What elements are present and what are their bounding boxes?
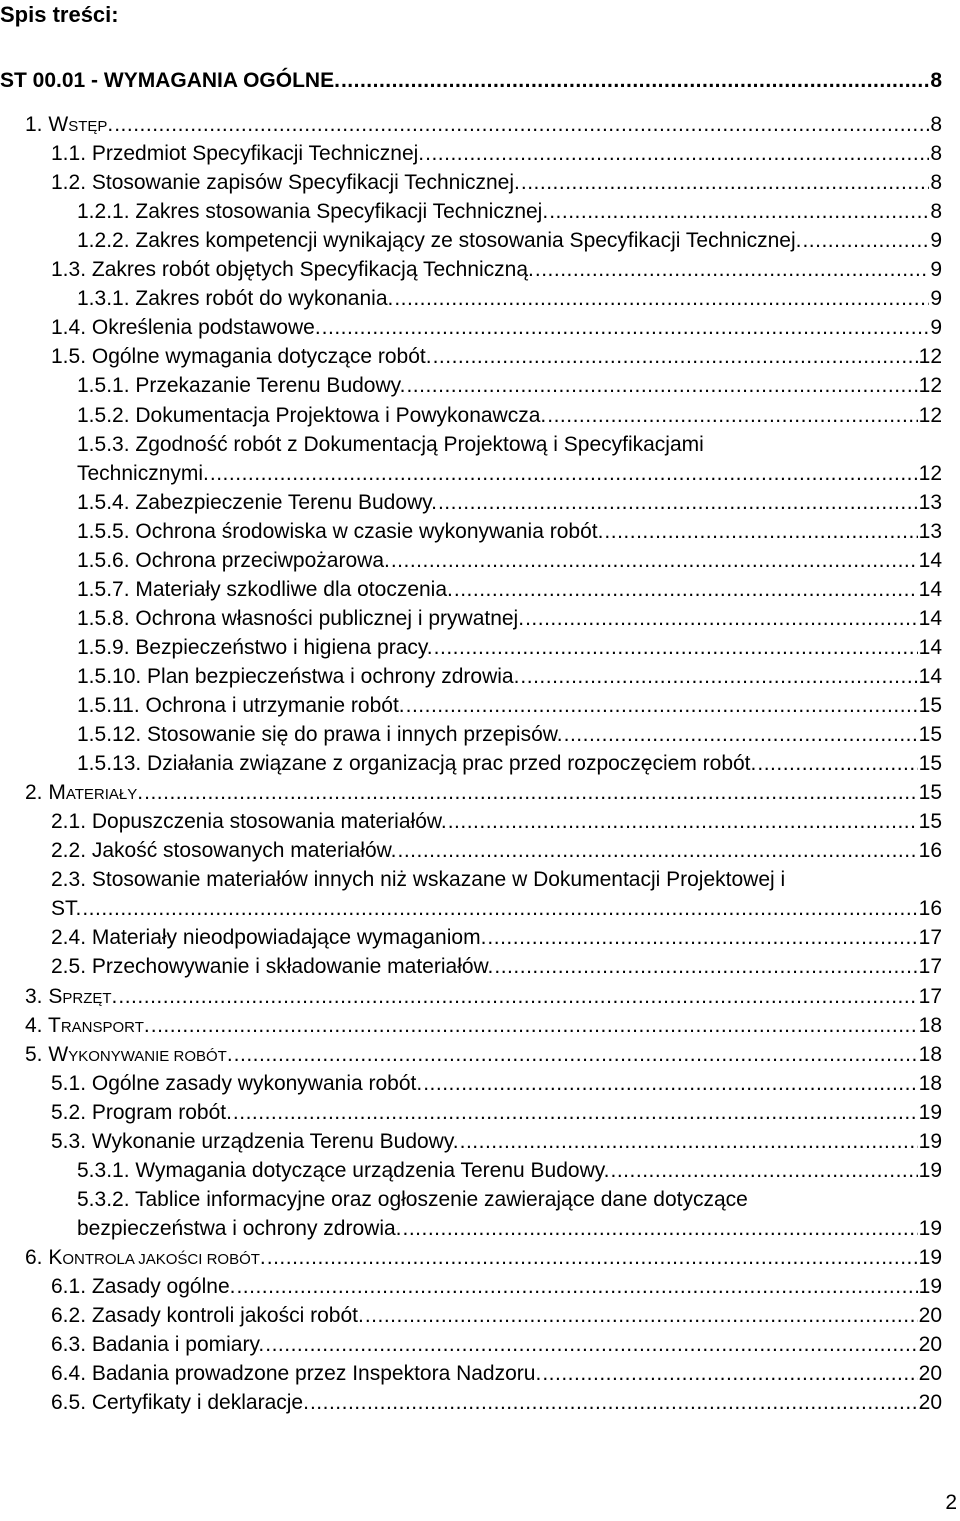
toc-dot-leader	[425, 139, 929, 168]
toc-entry-label: 6.2. Zasady kontroli jakości robót.	[51, 1304, 364, 1328]
toc-entry[interactable]	[51, 139, 942, 168]
toc-entry-page: 14	[918, 548, 942, 572]
toc-dot-leader	[236, 1272, 917, 1301]
toc-entry-page: 15	[918, 723, 942, 747]
toc-entry-page: 15	[918, 694, 942, 717]
toc-entry[interactable]	[51, 342, 942, 371]
toc-entry-label: 1.5.13. Działania związane z organizacją prac przed rozpoczęciem robót.	[77, 752, 757, 776]
toc-entry-page: 18	[918, 1013, 942, 1037]
toc-entry-page: 14	[918, 635, 942, 659]
toc-entry-label-line: 2.3. Stosowanie materiałów innych niż wskazane w Dokumentacji Projektowej i	[51, 868, 786, 892]
toc-entry-label: 2.2. Jakość stosowanych materiałów.	[51, 839, 397, 863]
toc-entry[interactable]	[77, 401, 942, 430]
toc-section-title: ONTROLA JAKOŚCI ROBÓT	[62, 1250, 260, 1268]
toc-entry-label: 6.3. Badania i pomiary.	[51, 1333, 265, 1357]
toc-entry-label: 1.5.10. Plan bezpieczeństwa i ochrony zdrowia.	[77, 664, 520, 688]
toc-entry[interactable]	[51, 313, 942, 342]
toc-entry-page: 8	[930, 200, 942, 224]
toc-entry-page: 20	[918, 1391, 942, 1415]
toc-entry[interactable]	[51, 952, 942, 981]
toc-dot-leader	[549, 197, 929, 226]
toc-dot-leader	[434, 633, 918, 662]
toc-entry-label: 5.2. Program robót.	[51, 1100, 232, 1124]
toc-entry[interactable]	[77, 1156, 942, 1185]
toc-dot-leader	[267, 1243, 918, 1272]
toc-dot-leader	[406, 691, 918, 720]
toc-entry-page: 19	[918, 1245, 942, 1269]
toc-entry-page: 8	[930, 113, 942, 136]
toc-dot-leader	[265, 1330, 917, 1359]
toc-entry-label	[25, 982, 117, 1013]
toc-section-initial: K	[48, 1245, 63, 1269]
toc-entry-page: 8	[930, 171, 942, 195]
toc-section-title: YKONYWANIE ROBÓT	[68, 1047, 227, 1065]
toc-entry-page: 14	[918, 606, 942, 630]
toc-entry-label: 1.5.1. Przekazanie Terenu Budowy.	[77, 374, 406, 398]
toc-entry-label: 2.1. Dopuszczenia stosowania materiałów.	[51, 810, 447, 834]
toc-entry-page: 15	[918, 781, 942, 805]
toc-section-end: .	[107, 113, 114, 136]
toc-entry[interactable]	[77, 720, 942, 749]
toc-entry[interactable]	[51, 1272, 942, 1301]
toc-entry-label	[25, 1040, 233, 1071]
toc-entry-page: 12	[918, 461, 942, 485]
toc-dot-leader	[564, 720, 918, 749]
toc-entry[interactable]	[25, 1243, 942, 1272]
toc-entry-label: 5.3. Wykonanie urządzenia Terenu Budowy.	[51, 1129, 459, 1153]
toc-entry-label	[25, 1243, 266, 1274]
toc-dot-leader	[454, 575, 918, 604]
toc-entry[interactable]	[51, 1301, 942, 1330]
toc-entry-page: 20	[918, 1304, 942, 1328]
toc-entry-page: 12	[918, 374, 942, 398]
toc-entry[interactable]	[51, 894, 942, 923]
toc-dot-leader	[234, 1040, 918, 1069]
toc-entry-page: 15	[918, 810, 942, 834]
toc-entry-page: 17	[918, 984, 942, 1008]
toc-entry[interactable]	[51, 1359, 942, 1388]
toc-entry[interactable]	[77, 488, 942, 517]
toc-entry-page: 8	[930, 69, 942, 92]
toc-section-title: STĘP	[68, 118, 108, 135]
toc-entry-page: 18	[918, 1071, 942, 1095]
toc-entry[interactable]	[77, 226, 942, 255]
toc-section-end: .	[137, 781, 144, 805]
toc-entry[interactable]	[51, 168, 942, 197]
toc-entry-label: 1.5.7. Materiały szkodliwe dla otoczenia.	[77, 577, 453, 601]
toc-entry-page: 20	[918, 1333, 942, 1357]
toc-entry-label: 1.5.4. Zabezpieczenie Terenu Budowy.	[77, 490, 437, 514]
toc-dot-leader	[604, 517, 917, 546]
toc-section-number: 6.	[25, 1245, 43, 1269]
toc-entry[interactable]	[51, 1098, 942, 1127]
toc-entry[interactable]	[77, 459, 942, 488]
toc-dot-leader	[398, 836, 918, 865]
toc-entry[interactable]	[51, 1330, 942, 1359]
toc-entry[interactable]	[77, 633, 942, 662]
toc-entry-page: 20	[918, 1362, 942, 1386]
toc-entry[interactable]	[77, 691, 942, 720]
toc-entry[interactable]	[77, 604, 942, 633]
toc-dot-leader	[210, 459, 918, 488]
toc-section-end: .	[143, 1013, 150, 1037]
toc-entry[interactable]	[51, 923, 942, 952]
toc-main-entry[interactable]	[0, 66, 942, 95]
toc-entry-label	[25, 778, 143, 809]
toc-entry-label: 1.5. Ogólne wymagania dotyczące robót.	[51, 345, 432, 369]
toc-entry-label: 5.3.1. Wymagania dotyczące urządzenia Terenu Budowy.	[77, 1158, 610, 1182]
toc-entry-page: 12	[918, 403, 942, 427]
toc-heading: Spis treści:	[0, 2, 119, 27]
toc-entry[interactable]	[77, 546, 942, 575]
toc-section-initial: W	[48, 1042, 69, 1066]
toc-entry-label: 1.5.6. Ochrona przeciwpożarowa.	[77, 548, 390, 572]
toc-section-number: 4.	[25, 1013, 43, 1037]
toc-entry-page: 19	[918, 1129, 942, 1153]
toc-entry[interactable]	[77, 371, 942, 400]
toc-entry-label: 1.2. Stosowanie zapisów Specyfikacji Technicznej.	[51, 171, 520, 195]
toc-entry-label: 6.4. Badania prowadzone przez Inspektora Nadzoru.	[51, 1362, 542, 1386]
toc-dot-leader	[520, 662, 917, 691]
toc-entry-label-line: 1.5.3. Zgodność robót z Dokumentacją Projektową i Specyfikacjami	[77, 432, 704, 456]
toc-entry[interactable]	[25, 778, 942, 807]
toc-dot-leader	[757, 749, 917, 778]
toc-entry-page: 19	[918, 1158, 942, 1182]
toc-entry-label: 2.5. Przechowywanie i składowanie materiałów.	[51, 955, 494, 979]
toc-entry-label	[25, 1011, 150, 1042]
toc-entry-page: 14	[918, 664, 942, 688]
toc-dot-leader	[114, 110, 929, 139]
toc-dot-leader	[611, 1156, 918, 1185]
toc-entry-label: 6.1. Zasady ogólne.	[51, 1275, 236, 1298]
toc-section-end: .	[259, 1245, 266, 1269]
toc-entry-page: 19	[918, 1100, 942, 1124]
toc-dot-leader	[118, 982, 917, 1011]
toc-entry[interactable]	[51, 1388, 942, 1417]
toc-entry-label: 6.5. Certyfikaty i deklaracje.	[51, 1391, 309, 1415]
toc-section-title: RANSPORT	[60, 1018, 144, 1036]
toc-dot-leader	[341, 66, 929, 95]
toc-entry[interactable]	[51, 255, 942, 284]
toc-entry-label: bezpieczeństwa i ochrony zdrowia.	[77, 1216, 402, 1240]
toc-entry[interactable]	[51, 1069, 942, 1098]
toc-dot-leader	[151, 1011, 918, 1040]
toc-entry-page: 13	[918, 490, 942, 514]
toc-entry-page: 18	[918, 1042, 942, 1066]
toc-dot-leader	[365, 1301, 918, 1330]
toc-entry-page: 17	[918, 955, 942, 979]
toc-entry[interactable]	[25, 110, 942, 139]
toc-dot-leader	[82, 894, 917, 923]
toc-dot-leader	[487, 923, 917, 952]
toc-dot-leader	[542, 1359, 917, 1388]
toc-entry-page: 16	[918, 897, 942, 921]
toc-dot-leader	[438, 488, 918, 517]
toc-dot-leader	[547, 401, 917, 430]
toc-entry[interactable]	[51, 836, 942, 865]
toc-entry-page: 19	[918, 1216, 942, 1240]
toc-entry-label: 1.3. Zakres robót objętych Specyfikacją Techniczną.	[51, 258, 534, 282]
toc-dot-leader	[322, 313, 930, 342]
toc-section-title: ATERIAŁY	[65, 786, 138, 804]
toc-dot-leader	[802, 226, 929, 255]
toc-dot-leader	[394, 284, 929, 313]
toc-dot-leader	[460, 1127, 918, 1156]
toc-entry[interactable]	[51, 807, 942, 836]
toc-entry[interactable]	[77, 197, 942, 226]
toc-entry-label: 1.5.5. Ochrona środowiska w czasie wykonywania robót.	[77, 519, 604, 543]
toc-entry-label: ST.	[51, 897, 82, 921]
toc-entry[interactable]	[25, 1040, 942, 1069]
toc-entry-label: 1.1. Przedmiot Specyfikacji Technicznej.	[51, 142, 425, 166]
toc-entry[interactable]	[77, 749, 942, 778]
toc-dot-leader	[423, 1069, 917, 1098]
toc-entry-page: 19	[918, 1275, 942, 1298]
toc-dot-leader	[525, 604, 918, 633]
toc-section-number: 3.	[25, 984, 43, 1008]
toc-entry-label	[25, 110, 113, 141]
toc-entry[interactable]	[77, 662, 942, 691]
toc-entry-label: Technicznymi.	[77, 461, 209, 485]
toc-dot-leader	[448, 807, 918, 836]
toc-entry-label: 1.3.1. Zakres robót do wykonania.	[77, 287, 394, 311]
toc-entry[interactable]	[77, 1214, 942, 1243]
toc-entry[interactable]	[77, 575, 942, 604]
toc-entry[interactable]	[25, 982, 942, 1011]
toc-entry[interactable]	[77, 517, 942, 546]
toc-section-number: 1.	[25, 113, 43, 136]
toc-entry-label: 1.5.9. Bezpieczeństwo i higiena pracy.	[77, 635, 433, 659]
toc-entry-label: ST 00.01 - WYMAGANIA OGÓLNE.	[0, 69, 340, 92]
toc-entry-label: 5.1. Ogólne zasady wykonywania robót.	[51, 1071, 423, 1095]
toc-dot-leader	[144, 778, 918, 807]
toc-section-number: 2.	[25, 781, 43, 805]
toc-entry-page: 8	[930, 142, 942, 166]
toc-entry-label: 1.5.12. Stosowanie się do prawa i innych przepisów.	[77, 723, 563, 747]
toc-entry-label: 2.4. Materiały nieodpowiadające wymaganiom.	[51, 926, 487, 950]
toc-section-end: .	[226, 1042, 233, 1066]
toc-entry-label: 1.4. Określenia podstawowe.	[51, 316, 321, 340]
toc-dot-leader	[535, 255, 929, 284]
toc-entry-label-line: 5.3.2. Tablice informacyjne oraz ogłoszenie zawierające dane dotyczące	[77, 1187, 748, 1211]
toc-dot-leader	[233, 1098, 918, 1127]
toc-entry[interactable]	[77, 284, 942, 313]
toc-entry[interactable]	[25, 1011, 942, 1040]
toc-entry-label: 1.5.8. Ochrona własności publicznej i prywatnej.	[77, 606, 525, 630]
toc-entry-page: 14	[918, 577, 942, 601]
toc-section-number: 5.	[25, 1042, 43, 1066]
toc-entry-page: 9	[930, 229, 942, 253]
toc-section-end: .	[111, 984, 118, 1008]
toc-dot-leader	[521, 168, 929, 197]
toc-entry[interactable]	[51, 1127, 942, 1156]
toc-entry-page: 9	[930, 287, 942, 311]
toc-dot-leader	[494, 952, 917, 981]
toc-dot-leader	[433, 342, 918, 371]
toc-entry-label: 1.2.2. Zakres kompetencji wynikający ze stosowania Specyfikacji Technicznej.	[77, 229, 802, 253]
toc-section-initial: W	[48, 113, 69, 136]
toc-entry-page: 13	[918, 519, 942, 543]
toc-dot-leader	[403, 1214, 918, 1243]
toc-entry-label: 1.2.1. Zakres stosowania Specyfikacji Technicznej.	[77, 200, 549, 224]
toc-dot-leader	[310, 1388, 918, 1417]
toc-entry-page: 12	[918, 345, 942, 369]
toc-entry-page: 9	[930, 258, 942, 282]
toc-entry-page: 9	[930, 316, 942, 340]
toc-section-initial: S	[48, 984, 63, 1008]
toc-section-initial: M	[48, 781, 66, 805]
toc-entry-page: 15	[918, 752, 942, 776]
toc-dot-leader	[406, 371, 917, 400]
toc-entry-label: 1.5.11. Ochrona i utrzymanie robót.	[77, 694, 405, 717]
toc-section-initial: T	[47, 1013, 61, 1037]
toc-entry-label: 1.5.2. Dokumentacja Projektowa i Powykonawcza.	[77, 403, 547, 427]
toc-dot-leader	[391, 546, 918, 575]
page-number: 2	[945, 1491, 957, 1514]
toc-entry-page: 16	[918, 839, 942, 863]
toc-section-title: PRZĘT	[62, 989, 112, 1007]
toc-entry-page: 17	[918, 926, 942, 950]
